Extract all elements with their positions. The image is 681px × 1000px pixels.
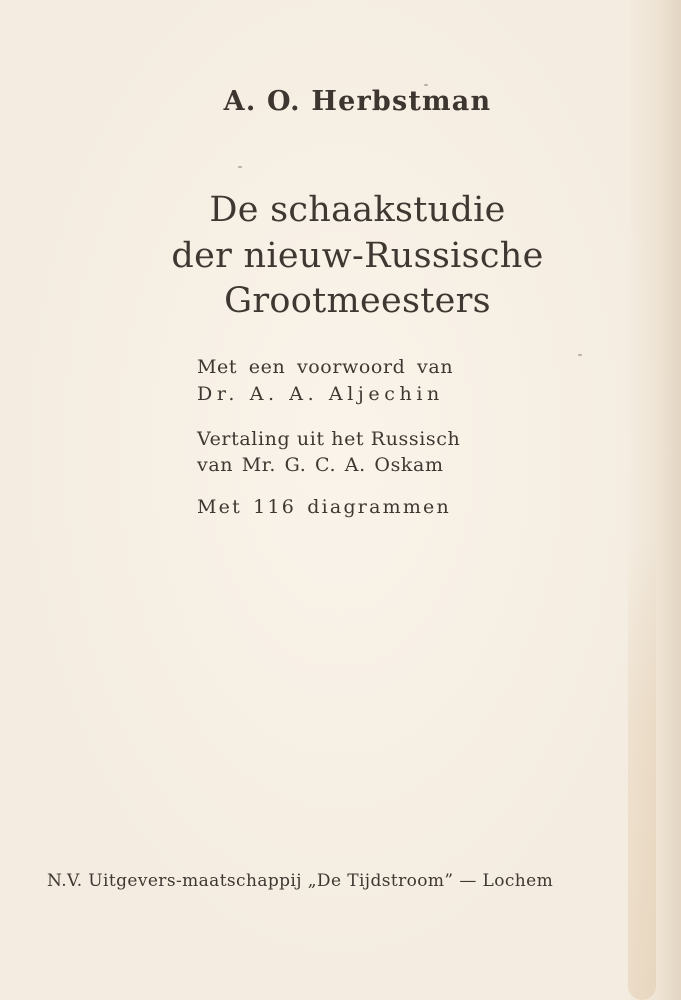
- book-title-line-3: Grootmeesters: [224, 281, 491, 321]
- translation-line-1: Vertaling uit het Russisch: [197, 428, 461, 450]
- book-title-line-1: De schaakstudie: [209, 190, 506, 230]
- diagram-count: Met 116 diagrammen: [197, 496, 451, 518]
- foreword-author: Dr. A. A. Aljechin: [197, 383, 444, 405]
- paper-speck: [238, 166, 242, 168]
- author-name: A. O. Herbstman: [223, 86, 492, 117]
- translator: van Mr. G. C. A. Oskam: [197, 454, 444, 476]
- foreword-line-1: Met een voorwoord van: [197, 356, 454, 378]
- paper-speck: [578, 354, 582, 356]
- publisher-imprint: N.V. Uitgevers-maatschappij „De Tijdstroom” — Lochem: [47, 871, 554, 891]
- paper-stain: [628, 540, 656, 1000]
- book-title-line-2: der nieuw-Russische: [171, 236, 544, 276]
